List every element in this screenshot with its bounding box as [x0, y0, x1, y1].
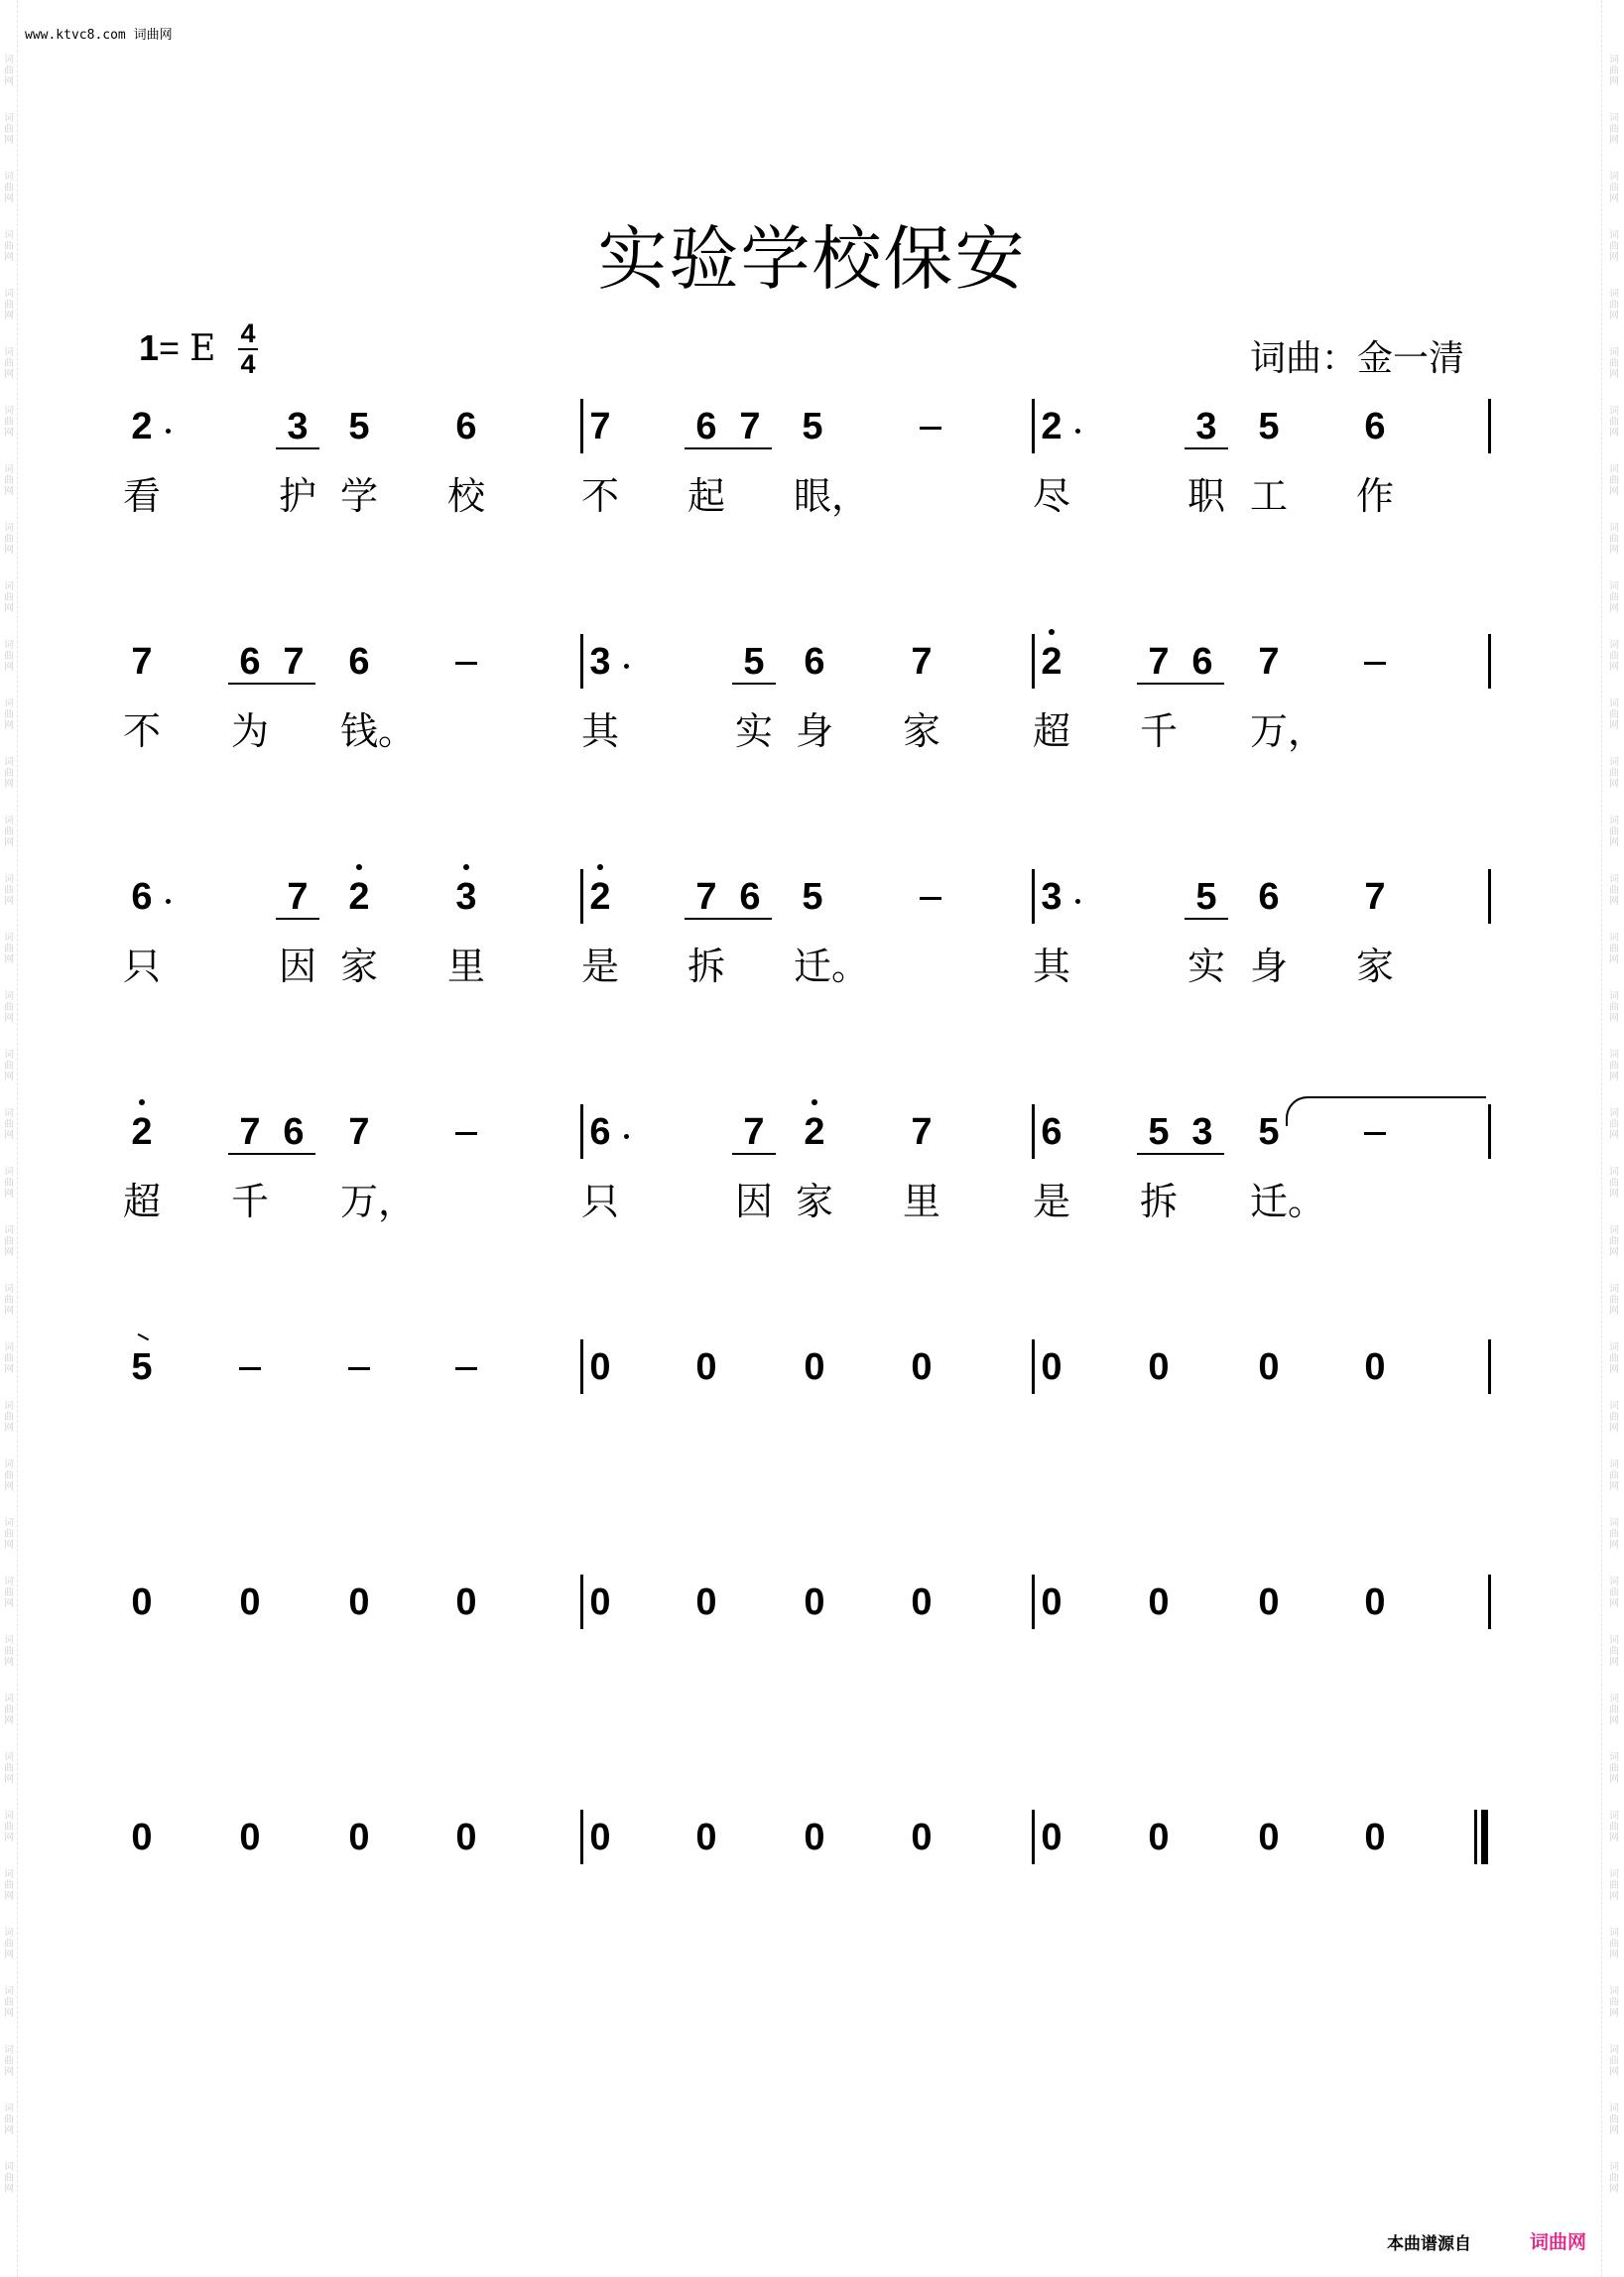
lyric-syllable: 护: [279, 474, 317, 518]
lyric-syllable: 只: [123, 945, 162, 988]
key-signature: [139, 327, 215, 369]
right-watermark-strip: [1607, 55, 1621, 2220]
rest-note: 0: [1041, 1346, 1062, 1388]
note: 5: [1137, 1112, 1181, 1155]
watermark-text: 词曲网: [1609, 172, 1619, 204]
note: 2: [131, 406, 153, 447]
barline: [1032, 869, 1035, 924]
watermark-text: 词曲网: [1609, 581, 1619, 614]
barline: [1488, 634, 1491, 689]
rest-note: 0: [239, 1581, 261, 1623]
rest-note: 0: [131, 1581, 153, 1623]
note: 6: [728, 877, 772, 920]
sustain-dash: [1364, 1132, 1386, 1135]
watermark-text: 词曲网: [4, 816, 14, 848]
rest-note: 0: [131, 1817, 153, 1858]
watermark-text: 词曲网: [1609, 757, 1619, 790]
watermark-text: 词曲网: [4, 1869, 14, 1902]
watermark-text: 词曲网: [4, 1050, 14, 1082]
watermark-text: 词曲网: [1609, 464, 1619, 497]
note: 5: [131, 1346, 153, 1388]
watermark-text: 词曲网: [1609, 1050, 1619, 1082]
watermark-text: 词曲网: [1609, 874, 1619, 907]
rest-note: 0: [455, 1581, 477, 1623]
lyric-syllable: 其: [1033, 945, 1071, 988]
lyric-syllable: 校: [447, 474, 486, 518]
barline: [1032, 634, 1035, 689]
watermark-text: 词曲网: [4, 1225, 14, 1258]
barline: [1032, 1104, 1035, 1159]
lyric-syllable: 拆: [1140, 1180, 1179, 1223]
note: 7: [228, 1112, 272, 1155]
sustain-dash: [1364, 662, 1386, 665]
watermark-text: 词曲网: [1609, 347, 1619, 380]
rest-note: 0: [804, 1581, 825, 1623]
watermark-text: 词曲网: [4, 406, 14, 439]
rest-note: 0: [1041, 1817, 1062, 1858]
watermark-text: 词曲网: [4, 464, 14, 497]
watermark-text: 词曲网: [1609, 1577, 1619, 1609]
lyric-syllable: 万，: [1250, 709, 1326, 753]
note: 7: [348, 1111, 370, 1153]
rest-note: 0: [804, 1817, 825, 1858]
lyric-syllable: 身: [1250, 945, 1289, 988]
sustain-dash: [455, 662, 477, 665]
watermark-text: 词曲网: [1609, 933, 1619, 965]
final-barline-thick: [1481, 1810, 1488, 1864]
watermark-text: 词曲网: [4, 1635, 14, 1668]
rest-note: 0: [239, 1817, 261, 1858]
watermark-text: 词曲网: [4, 1401, 14, 1434]
barline: [1032, 1575, 1035, 1629]
watermark-text: 词曲网: [1609, 2162, 1619, 2195]
lyric-syllable: 身: [796, 709, 834, 753]
watermark-text: 词曲网: [1609, 1928, 1619, 1961]
rest-note: 0: [911, 1346, 933, 1388]
watermark-text: 词曲网: [4, 1342, 14, 1375]
watermark-text: 词曲网: [4, 1577, 14, 1609]
watermark-text: 词曲网: [4, 172, 14, 204]
barline: [1488, 1339, 1491, 1394]
lyric-syllable: 千: [1140, 709, 1179, 753]
lyric-syllable: 钱。: [340, 709, 417, 753]
note: 7: [589, 406, 611, 447]
rest-note: 0: [1148, 1346, 1170, 1388]
rest-note: 0: [911, 1581, 933, 1623]
note: 2: [344, 877, 374, 917]
watermark-text: 词曲网: [1609, 1342, 1619, 1375]
watermark-text: 词曲网: [4, 2103, 14, 2136]
note: 6: [589, 1111, 611, 1153]
note: 5: [1258, 406, 1280, 447]
lyric-syllable: 里: [903, 1180, 941, 1223]
watermark-text: 词曲网: [1609, 698, 1619, 731]
lyric-syllable: 家: [1356, 945, 1395, 988]
lyric-syllable: 学: [340, 474, 379, 518]
sustain-dash: [239, 1367, 261, 1370]
watermark-text: 词曲网: [4, 113, 14, 146]
sustain-dash: [455, 1132, 477, 1135]
watermark-text: 词曲网: [4, 640, 14, 673]
barline: [1488, 869, 1491, 924]
watermark-text: 词曲网: [4, 1459, 14, 1492]
note: 7: [131, 641, 153, 683]
barline: [1488, 1575, 1491, 1629]
footer-brand[interactable]: 词曲网: [1530, 2231, 1587, 2253]
final-barline-thin: [1474, 1810, 1477, 1864]
rest-note: 0: [1364, 1581, 1386, 1623]
rest-note: 0: [589, 1581, 611, 1623]
note: 7: [728, 407, 772, 449]
barline: [580, 399, 583, 453]
augmentation-dot: [166, 429, 171, 434]
rest-note: 0: [1364, 1346, 1386, 1388]
watermark-text: 词曲网: [4, 347, 14, 380]
augmentation-dot: [624, 664, 629, 669]
note: 7: [1364, 876, 1386, 918]
watermark-text: 词曲网: [4, 1518, 14, 1551]
lyric-syllable: 只: [581, 1180, 620, 1223]
barline: [1488, 399, 1491, 453]
note: 3: [1041, 876, 1062, 918]
note: 3: [589, 641, 611, 683]
lyric-syllable: 是: [581, 945, 620, 988]
note: 3: [1185, 407, 1228, 449]
site-url: www.ktvc8.com 词曲网: [25, 28, 173, 43]
note: 6: [1181, 642, 1224, 685]
watermark-text: 词曲网: [1609, 113, 1619, 146]
lyric-syllable: 万，: [340, 1180, 417, 1223]
watermark-text: 词曲网: [4, 1986, 14, 2019]
lyric-syllable: 迁。: [1250, 1180, 1326, 1223]
time-sig-top: 4: [240, 318, 256, 348]
barline: [580, 1575, 583, 1629]
note: 5: [732, 642, 776, 685]
barline: [1032, 399, 1035, 453]
octave-dot: [1049, 629, 1055, 635]
watermark-text: 词曲网: [4, 1752, 14, 1785]
barline: [580, 1104, 583, 1159]
note: 6: [804, 641, 825, 683]
lyric-syllable: 拆: [687, 945, 726, 988]
sustain-dash: [348, 1367, 370, 1370]
note: 7: [1258, 641, 1280, 683]
watermark-text: 词曲网: [4, 1284, 14, 1317]
rest-note: 0: [1148, 1581, 1170, 1623]
lyric-syllable: 其: [581, 709, 620, 753]
watermark-text: 词曲网: [4, 1108, 14, 1141]
footer-source-label: 本曲谱源自: [1387, 2234, 1471, 2254]
rest-note: 0: [348, 1817, 370, 1858]
lyric-syllable: 起: [687, 474, 726, 518]
watermark-text: 词曲网: [1609, 1284, 1619, 1317]
note: 5: [348, 406, 370, 447]
watermark-text: 词曲网: [1609, 2045, 1619, 2078]
lyric-syllable: 工: [1250, 474, 1289, 518]
watermark-text: 词曲网: [4, 230, 14, 263]
watermark-text: 词曲网: [1609, 523, 1619, 556]
rest-note: 0: [695, 1346, 717, 1388]
rest-note: 0: [1364, 1817, 1386, 1858]
note: 6: [455, 406, 477, 447]
note: 2: [1041, 406, 1062, 447]
lyric-syllable: 为: [231, 709, 270, 753]
rest-note: 0: [804, 1346, 825, 1388]
note: 2: [127, 1112, 157, 1152]
watermark-text: 词曲网: [4, 55, 14, 87]
note: 2: [585, 877, 615, 917]
note: 3: [451, 877, 481, 917]
watermark-text: 词曲网: [1609, 289, 1619, 321]
barline: [580, 1339, 583, 1394]
lyric-syllable: 家: [340, 945, 379, 988]
octave-dot: [597, 864, 603, 870]
watermark-text: 词曲网: [4, 698, 14, 731]
watermark-text: 词曲网: [1609, 1986, 1619, 2019]
watermark-text: 词曲网: [1609, 1459, 1619, 1492]
watermark-text: 词曲网: [1609, 1869, 1619, 1902]
lyric-syllable: 因: [735, 1180, 774, 1223]
note: 7: [272, 642, 315, 685]
barline: [580, 1810, 583, 1864]
lyric-syllable: 实: [735, 709, 774, 753]
lyric-syllable: 千: [231, 1180, 270, 1223]
note: 3: [1181, 1112, 1224, 1155]
watermark-text: 词曲网: [1609, 1225, 1619, 1258]
sustain-dash: [455, 1367, 477, 1370]
key-letter: E: [189, 328, 216, 369]
watermark-text: 词曲网: [4, 1167, 14, 1200]
rest-note: 0: [589, 1817, 611, 1858]
composer-credit: 词曲：金一清: [1250, 338, 1465, 379]
note: 5: [802, 876, 823, 918]
note: 6: [348, 641, 370, 683]
augmentation-dot: [624, 1134, 629, 1139]
tie-slur: [1286, 1096, 1486, 1126]
key-equals: =: [159, 327, 181, 368]
watermark-text: 词曲网: [4, 874, 14, 907]
note: 7: [685, 877, 728, 920]
note: 7: [732, 1112, 776, 1155]
time-sig-bottom: 4: [240, 349, 256, 379]
sustain-dash: [920, 427, 941, 430]
watermark-text: 词曲网: [1609, 1811, 1619, 1843]
lyric-syllable: 不: [581, 474, 620, 518]
note: 5: [802, 406, 823, 447]
note: 3: [276, 407, 319, 449]
rest-note: 0: [589, 1346, 611, 1388]
rest-note: 0: [695, 1817, 717, 1858]
octave-dot: [812, 1099, 817, 1105]
watermark-text: 词曲网: [4, 757, 14, 790]
watermark-text: 词曲网: [1609, 230, 1619, 263]
watermark-text: 词曲网: [4, 1694, 14, 1726]
watermark-text: 词曲网: [1609, 1108, 1619, 1141]
watermark-text: 词曲网: [4, 2162, 14, 2195]
watermark-text: 词曲网: [1609, 816, 1619, 848]
lyric-syllable: 职: [1187, 474, 1226, 518]
lyric-syllable: 因: [279, 945, 317, 988]
note: 6: [1364, 406, 1386, 447]
time-signature: [238, 319, 258, 379]
note: 7: [911, 641, 933, 683]
lyric-syllable: 里: [447, 945, 486, 988]
note: 6: [1041, 1111, 1062, 1153]
watermark-text: 词曲网: [1609, 640, 1619, 673]
watermark-text: 词曲网: [4, 289, 14, 321]
note: 7: [276, 877, 319, 920]
watermark-text: 词曲网: [4, 2045, 14, 2078]
watermark-text: 词曲网: [1609, 1518, 1619, 1551]
watermark-text: 词曲网: [4, 991, 14, 1024]
barline: [1032, 1339, 1035, 1394]
watermark-text: 词曲网: [4, 933, 14, 965]
watermark-text: 词曲网: [1609, 1167, 1619, 1200]
augmentation-dot: [1075, 429, 1080, 434]
watermark-text: 词曲网: [4, 523, 14, 556]
watermark-text: 词曲网: [1609, 2103, 1619, 2136]
lyric-syllable: 超: [1033, 709, 1071, 753]
note: 6: [685, 407, 728, 449]
rest-note: 0: [455, 1817, 477, 1858]
watermark-text: 词曲网: [4, 1928, 14, 1961]
rest-note: 0: [348, 1581, 370, 1623]
note: 7: [911, 1111, 933, 1153]
lyric-syllable: 超: [123, 1180, 162, 1223]
lyric-syllable: 是: [1033, 1180, 1071, 1223]
barline: [1488, 1104, 1491, 1159]
octave-dot: [463, 864, 469, 870]
note: 6: [131, 876, 153, 918]
note: 6: [272, 1112, 315, 1155]
watermark-text: 词曲网: [1609, 1635, 1619, 1668]
lyric-syllable: 眼，: [794, 474, 870, 518]
lyric-syllable: 看: [123, 474, 162, 518]
lyric-syllable: 不: [123, 709, 162, 753]
lyric-syllable: 迁。: [794, 945, 870, 988]
note: 5: [1185, 877, 1228, 920]
right-margin-line: [1601, 0, 1602, 2277]
note: 5: [1258, 1111, 1280, 1153]
watermark-text: 词曲网: [4, 581, 14, 614]
barline: [580, 634, 583, 689]
watermark-text: 词曲网: [1609, 55, 1619, 87]
watermark-text: 词曲网: [1609, 991, 1619, 1024]
rest-note: 0: [1258, 1817, 1280, 1858]
augmentation-dot: [166, 899, 171, 904]
watermark-text: 词曲网: [1609, 1694, 1619, 1726]
lyric-syllable: 作: [1356, 474, 1395, 518]
rest-note: 0: [1041, 1581, 1062, 1623]
note: 6: [228, 642, 272, 685]
lyric-syllable: 家: [796, 1180, 834, 1223]
lyric-syllable: 尽: [1033, 474, 1071, 518]
note: 6: [1258, 876, 1280, 918]
note: 2: [1037, 642, 1066, 682]
rest-note: 0: [1258, 1581, 1280, 1623]
augmentation-dot: [1075, 899, 1080, 904]
barline: [1032, 1810, 1035, 1864]
key-number: 1: [139, 327, 160, 368]
note: 7: [1137, 642, 1181, 685]
barline: [580, 869, 583, 924]
octave-dot: [139, 1099, 145, 1105]
watermark-text: 词曲网: [4, 1811, 14, 1843]
lyric-syllable: 家: [903, 709, 941, 753]
lyric-syllable: 实: [1187, 945, 1226, 988]
rest-note: 0: [911, 1817, 933, 1858]
sustain-dash: [920, 897, 941, 900]
rest-note: 0: [1148, 1817, 1170, 1858]
watermark-text: 词曲网: [1609, 1401, 1619, 1434]
watermark-text: 词曲网: [1609, 1752, 1619, 1785]
octave-dot: [356, 864, 362, 870]
watermark-text: 词曲网: [1609, 406, 1619, 439]
song-title: 实验学校保安: [597, 218, 1027, 300]
rest-note: 0: [1258, 1346, 1280, 1388]
rest-note: 0: [695, 1581, 717, 1623]
left-margin-line: [17, 0, 18, 2277]
note: 2: [800, 1112, 829, 1152]
left-watermark-strip: [2, 55, 16, 2220]
